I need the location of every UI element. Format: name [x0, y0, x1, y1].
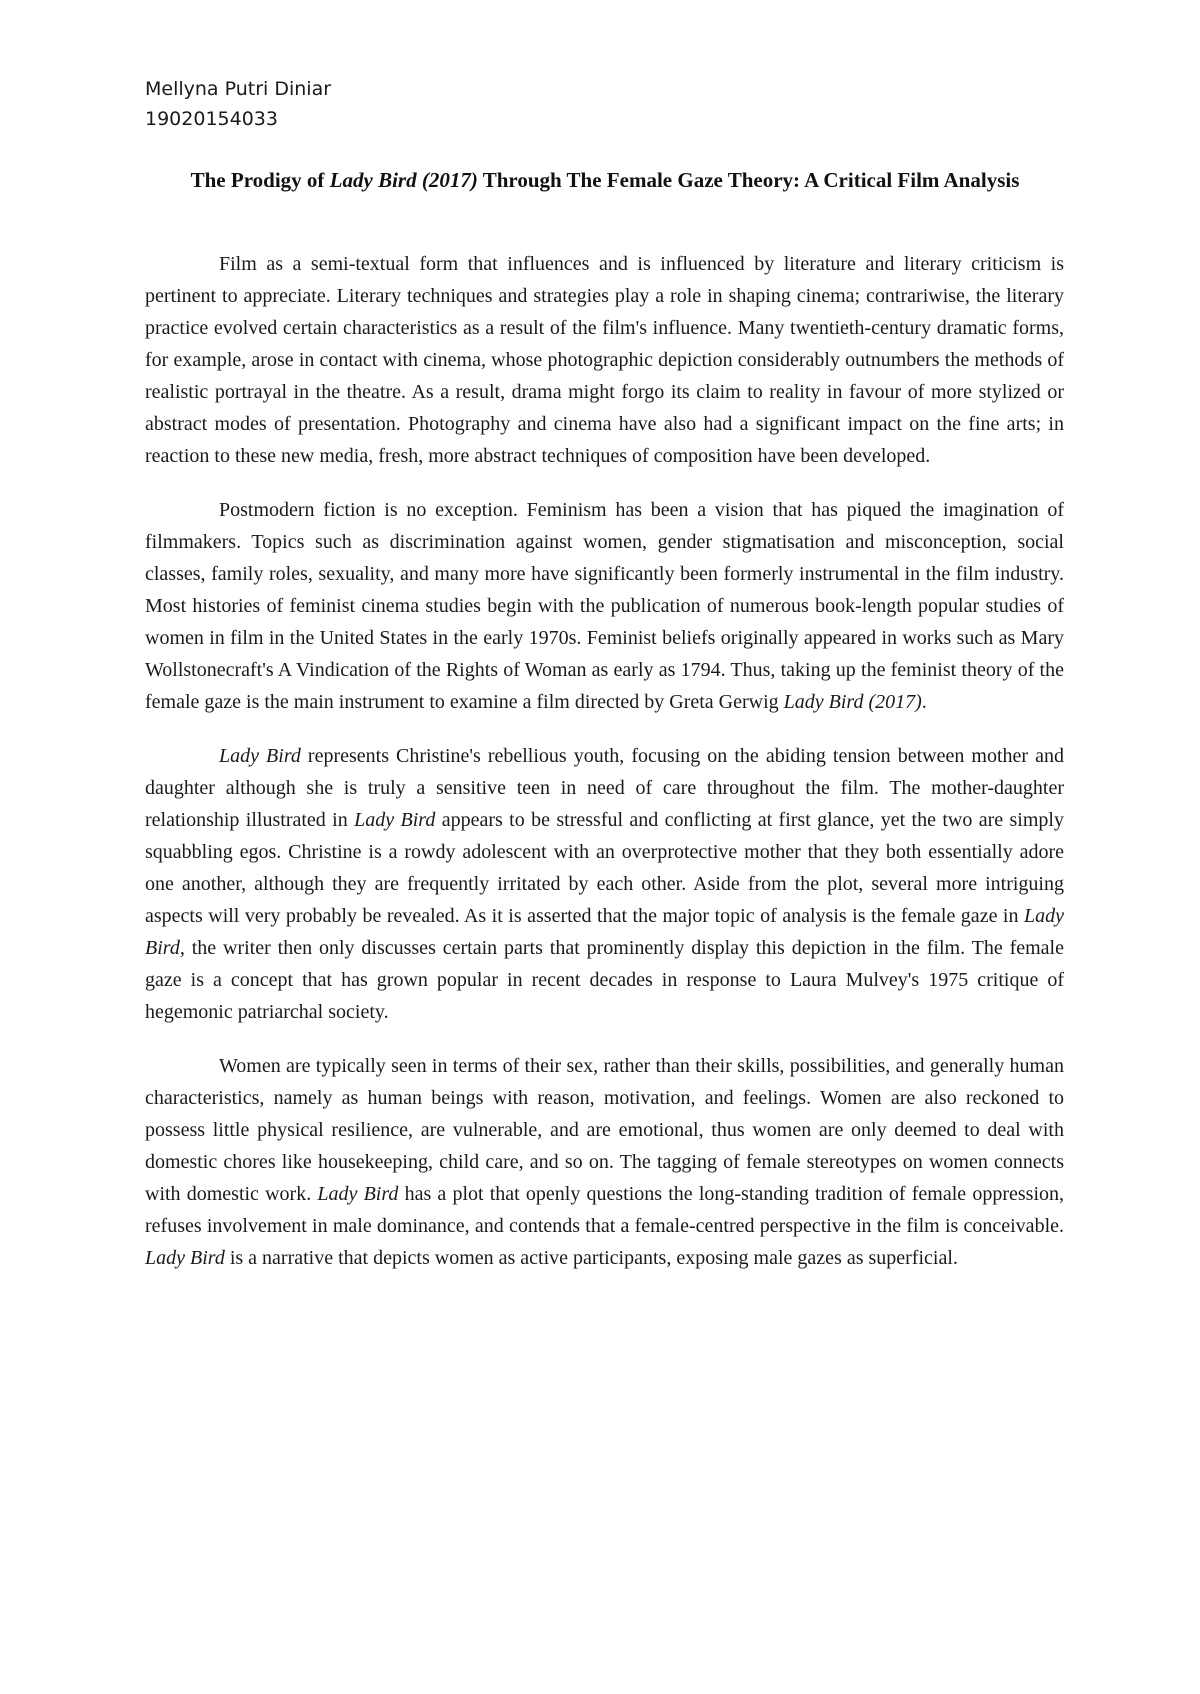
document-body: [145, 248, 1064, 1296]
paragraph-3-text-1: represents Christine's rebellious youth, focusing on the abiding tension between mother and daughter although she is truly a sensitive teen in need of care throughout the film. The mother-daughter relationship illustrated in: [145, 745, 1064, 831]
paragraph-4-film-name-1: Lady Bird: [317, 1183, 399, 1205]
paragraph-2-film-name: Lady Bird (2017): [783, 691, 922, 713]
paragraph-3-film-name-2: Lady Bird: [354, 809, 436, 831]
paragraph-3-text-3: the writer then only discusses certain parts that prominently display this depiction in the film. The female gaze is a concept that has grown popular in recent decades in response to Laura Mulvey's 1975 critique of hegemonic patriarchal society.: [145, 937, 1064, 1023]
paragraph-3: [145, 740, 1064, 1028]
paragraph-3-text-2: appears to be stressful and conflicting at first glance, yet the two are simply squabbling egos. Christine is a rowdy adolescent with an overprotective mother that they both essentially adore one another, although they are frequently irritated by each other. Aside from the plot, several more intriguing aspects will very probably be revealed. As it is asserted that the major topic of analysis is the female gaze in: [145, 809, 1064, 927]
paragraph-3-film-name-1: Lady Bird: [219, 745, 301, 767]
paragraph-4-text-3: is a narrative that depicts women as active participants, exposing male gazes as superficial.: [224, 1247, 958, 1269]
author-name: Mellyna Putri Diniar: [145, 78, 332, 100]
document-title: [145, 164, 1065, 196]
paragraph-3-film-name-3: Lady Bird,: [145, 905, 1064, 959]
paragraph-2-end: .: [921, 691, 927, 713]
paragraph-1: Film as a semi-textual form that influences and is influenced by literature and literary criticism is pertinent to appreciate. Literary techniques and strategies play a role in shaping cinema; contrariwise, the literary practice evolved certain characteristics as a result of the film's influence. Many twentieth-century dramatic forms, for example, arose in contact with cinema, whose photographic depiction considerably outnumbers the methods of realistic portrayal in the theatre. As a result, drama might forgo its claim to reality in favour of more stylized or abstract modes of presentation. Photography and cinema have also had a significant impact on the fine arts; in reaction to these new media, fresh, more abstract techniques of composition have been developed.: [145, 253, 1064, 467]
paragraph-4-text-1: Women are typically seen in terms of their sex, rather than their skills, possibilities, and generally human characteristics, namely as human beings with reason, motivation, and feelings. Women are also reckoned to possess little physical resilience, are vulnerable, and are emotional, thus women are only deemed to deal with domestic chores like housekeeping, child care, and so on. The tagging of female stereotypes on women connects with domestic work.: [145, 1055, 1064, 1205]
paragraph-4-text-2: has a plot that openly questions the long-standing tradition of female oppression, refuses involvement in male dominance, and contends that a female-centred perspective in the film is conceivable.: [145, 1183, 1064, 1237]
title-prefix: The Prodigy of: [190, 168, 330, 192]
paragraph-4: [145, 1050, 1064, 1274]
paragraph-2: [145, 494, 1064, 718]
student-id: 19020154033: [145, 108, 278, 130]
paragraph-2-text: Postmodern fiction is no exception. Feminism has been a vision that has piqued the imagination of filmmakers. Topics such as discrimination against women, gender stigmatisation and misconception, social classes, family roles, sexuality, and many more have significantly been formerly instrumental in the film industry. Most histories of feminist cinema studies begin with the publication of numerous book-length popular studies of women in film in the United States in the early 1970s. Feminist beliefs originally appeared in works such as Mary Wollstonecraft's A Vindication of the Rights of Woman as early as 1794. Thus, taking up the feminist theory of the female gaze is the main instrument to examine a film directed by Greta Gerwig: [145, 499, 1064, 713]
title-suffix: Through The Female Gaze Theory: A Critical Film Analysis: [477, 168, 1020, 192]
paragraph-4-film-name-2: Lady Bird: [145, 1247, 225, 1269]
title-film-name: Lady Bird (2017): [329, 168, 478, 192]
author-block: [145, 74, 331, 134]
